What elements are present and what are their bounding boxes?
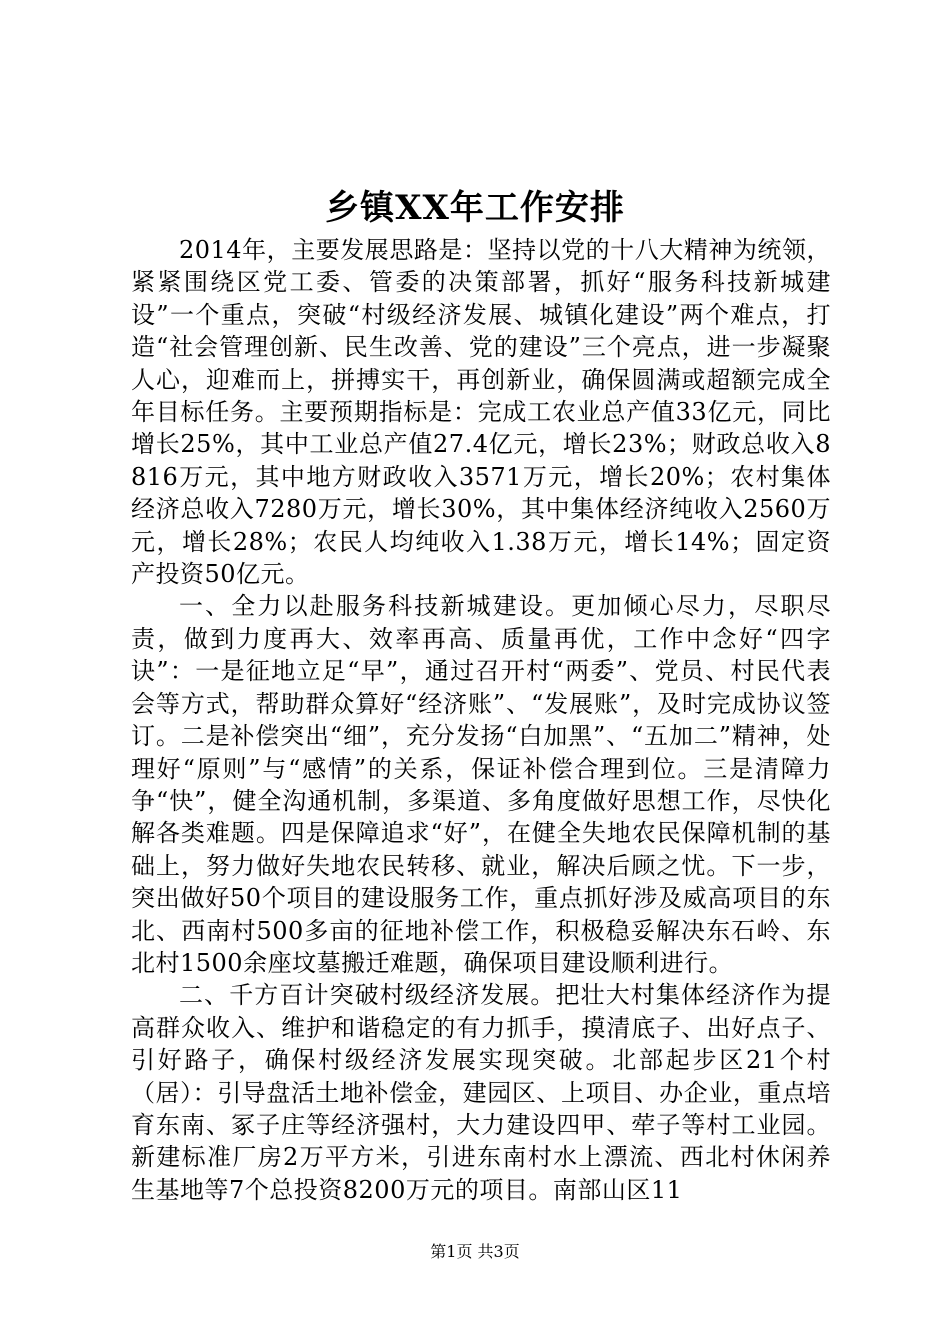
page-number-footer: 第1页 共3页 (430, 1242, 520, 1261)
document-body (131, 234, 831, 1206)
paragraph-village-economy: 二、千方百计突破村级经济发展。把壮大村集体经济作为提高群众收入、维护和谐稳定的有力抓手，摸清底子、出好点子、引好路子，确保村级经济发展实现突破。北部起步区21个村（居）：引导盘活土地补偿金，建园区、上项目、办企业，重点培育东南、冢子庄等经济强村，大力建设四甲、荦子等村工业园。新建标准厂房2万平方米，引进东南村水上漂流、西北村休闲养生基地等7个总投资8200万元的项目。南部山区11 (131, 981, 831, 1204)
paragraph-new-city-construction: 一、全力以赴服务科技新城建设。更加倾心尽力，尽职尽责，做到力度再大、效率再高、质量再优，工作中念好“四字诀”：一是征地立足“早”，通过召开村“两委”、党员、村民代表会等方式，帮助群众算好“经济账”、“发展账”，及时完成协议签订。二是补偿突出“细”，充分发扬“白加黑”、“五加二”精神，处理好“原则”与“感情”的关系，保证补偿合理到位。三是清障力争“快”，健全沟通机制，多渠道、多角度做好思想工作，尽快化解各类难题。四是保障追求“好”，在健全失地农民保障机制的基础上，努力做好失地农民转移、就业，解决后顾之忧。下一步，突出做好50个项目的建设服务工作，重点抓好涉及威高项目的东北、西南村500多亩的征地补偿工作，积极稳妥解决东石岭、东北村1500余座坟墓搬迁难题，确保项目建设顺利进行。 (131, 592, 831, 977)
document-title: 乡镇XX年工作安排 (325, 188, 625, 228)
paragraph-development-goals: 2014年，主要发展思路是：坚持以党的十八大精神为统领，紧紧围绕区党工委、管委的决策部署，抓好“服务科技新城建设”一个重点，突破“村级经济发展、城镇化建设”两个难点，打造“社会管理创新、民生改善、党的建设”三个亮点，进一步凝聚人心，迎难而上，拼搏实干，再创新业，确保圆满或超额完成全年目标任务。主要预期指标是：完成工农业总产值33亿元，同比增长25%，其中工业总产值27.4亿元，增长23%；财政总收入8816万元，其中地方财政收入3571万元，增长20%；农村集体经济总收入7280万元，增长30%，其中集体经济纯收入2560万元，增长28%；农民人均纯收入1.38万元，增长14%；固定资产投资50亿元。 (131, 236, 831, 589)
